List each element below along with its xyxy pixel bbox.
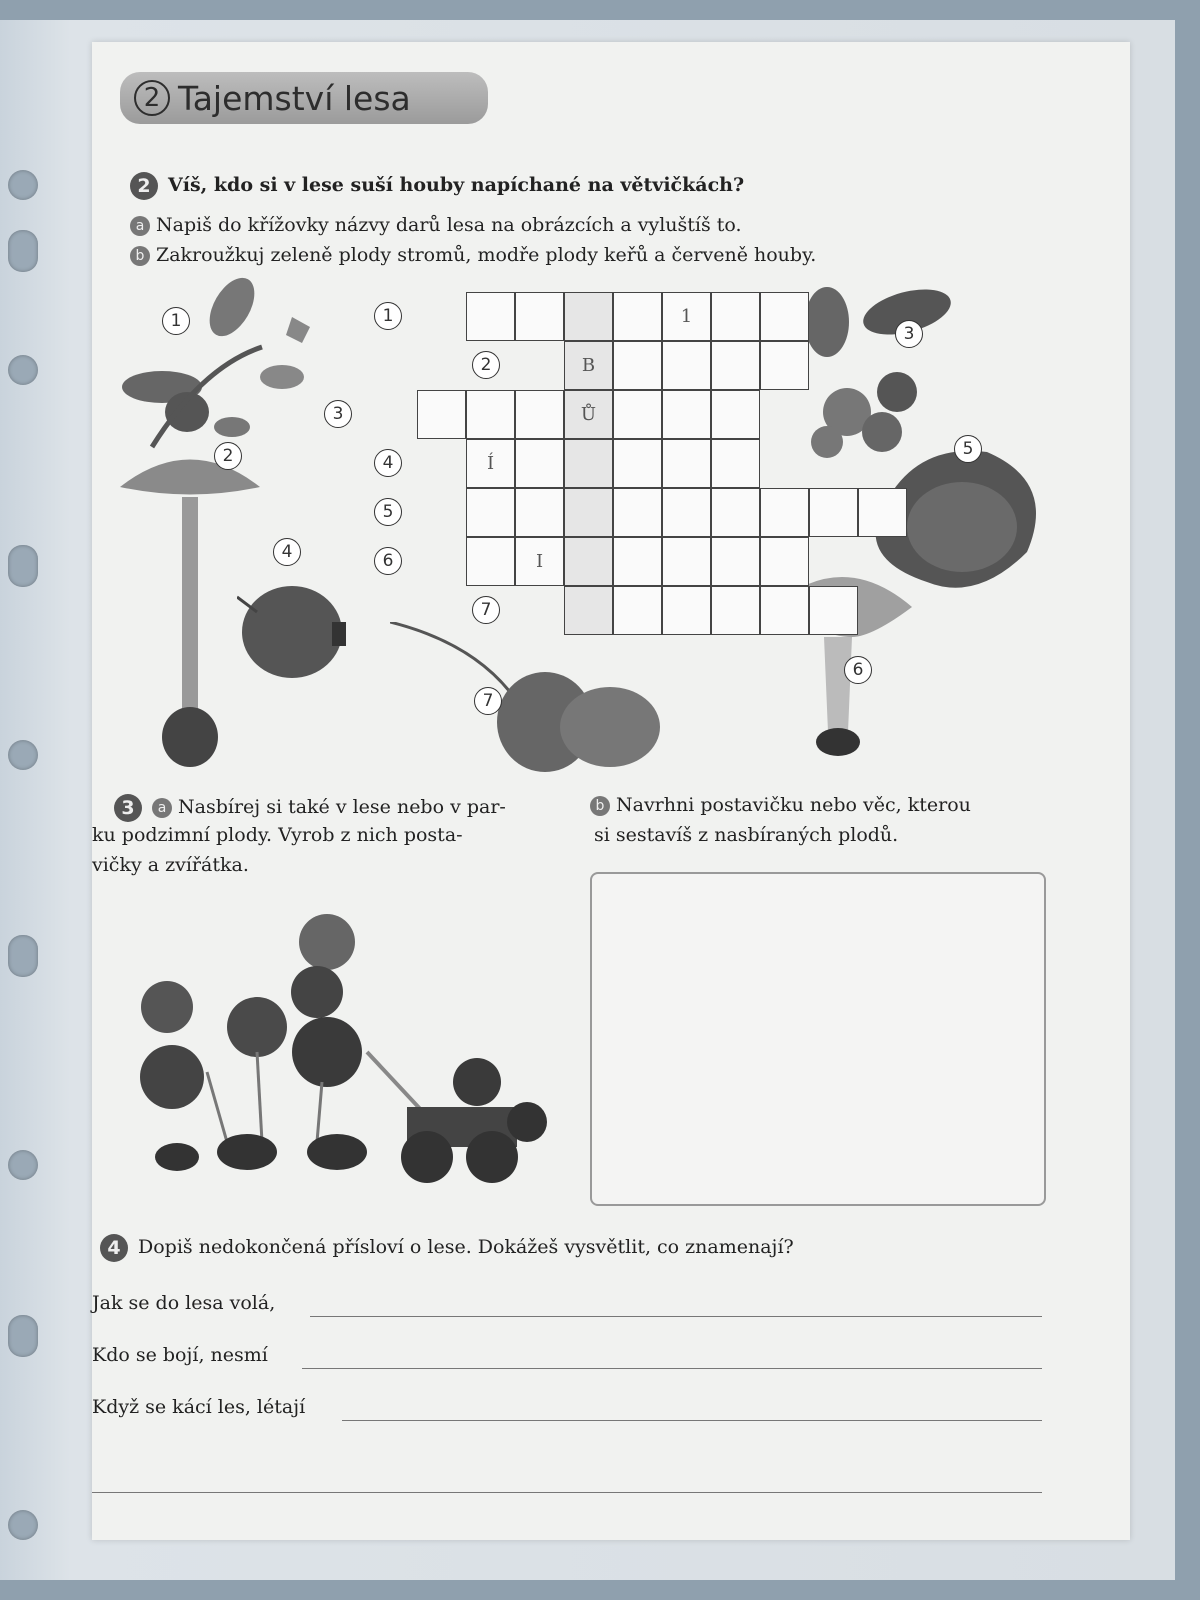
punch-hole [8,355,38,385]
blueberry-icon [787,282,957,462]
crossword-cell[interactable] [515,439,564,488]
punch-hole [8,1510,38,1540]
picture-number-4: 4 [273,538,301,566]
crossword-cell[interactable]: I [515,537,564,586]
chestnut-figures-icon [127,902,547,1192]
punch-hole [8,1315,38,1357]
crossword-cell[interactable] [613,390,662,439]
proverb-2: Kdo se bojí, nesmí [92,1344,268,1366]
proverb-answer-line[interactable] [310,1316,1042,1317]
crossword-cell[interactable] [515,292,564,341]
crossword-row-number: 2 [472,351,500,379]
task3-a-line: vičky a zvířátka. [92,854,249,876]
task3-a-line: ku podzimní plody. Vyrob z nich posta- [92,824,463,846]
worksheet-page [92,42,1130,1540]
crossword-cell[interactable] [564,537,613,586]
crossword-cell[interactable] [760,292,809,341]
task3-b [590,794,971,816]
task4-instruction [100,1234,794,1262]
hazelnut-branch-icon [112,267,342,467]
crossword-cell[interactable] [711,586,760,635]
task2-b [130,244,816,266]
picture-number-1: 1 [162,307,190,335]
crossword-cell[interactable] [711,341,760,390]
crossword-cell[interactable] [662,537,711,586]
drawing-box[interactable] [590,872,1046,1206]
crossword-cell[interactable] [662,586,711,635]
picture-number-3: 3 [895,320,923,348]
task2-b-text: Zakroužkuj zeleně plody stromů, modře plody keřů a červeně houby. [156,244,817,266]
task3-b-line: si sestavíš z nasbíraných plodů. [594,824,899,846]
crossword-cell[interactable] [466,292,515,341]
crossword-cell[interactable] [711,390,760,439]
proverb-answer-line[interactable] [302,1368,1042,1369]
task2-question-text: Víš, kdo si v lese suší houby napíchané na větvičkách? [168,174,745,196]
crossword-cell[interactable] [417,390,466,439]
task2-a [130,214,742,236]
crossword-row-number: 5 [374,498,402,526]
punch-hole [8,1150,38,1180]
crossword-cell[interactable]: B [564,341,613,390]
crossword-cell[interactable] [711,488,760,537]
crossword-cell[interactable] [564,488,613,537]
crossword-row-number: 3 [324,400,352,428]
crossword-cell[interactable] [760,488,809,537]
crossword-cell[interactable] [809,488,858,537]
punch-hole [8,230,38,272]
crossword-cell[interactable]: Ů [564,390,613,439]
crossword-cell[interactable] [613,341,662,390]
crossword-cell[interactable] [466,390,515,439]
task4-instruction-text: Dopiš nedokončená přísloví o lese. Dokážeš vysvětlit, co znamenají? [138,1236,794,1258]
crossword-cell[interactable] [760,341,809,390]
crossword-cell[interactable] [662,439,711,488]
crossword-cell[interactable] [564,439,613,488]
crossword-row-number: 4 [374,449,402,477]
crossword-cell[interactable] [613,488,662,537]
task2-question [130,172,744,200]
subtask-badge: b [590,796,610,816]
punch-hole [8,170,38,200]
crossword-cell[interactable] [760,586,809,635]
section-number: 2 [134,80,170,116]
crossword-cell[interactable] [466,488,515,537]
task2-a-text: Napiš do křížovky názvy darů lesa na obrázcích a vyluštíš to. [156,214,742,236]
crossword-cell[interactable] [613,439,662,488]
proverb-1: Jak se do lesa volá, [92,1292,276,1314]
proverb-3: Když se kácí les, létají [92,1396,306,1418]
picture-number-7: 7 [474,687,502,715]
subtask-badge: a [130,216,150,236]
crossword-cell[interactable] [662,341,711,390]
picture-number-2: 2 [214,442,242,470]
task-number-badge: 2 [130,172,158,200]
crossword-cell[interactable] [711,292,760,341]
punch-hole [8,740,38,770]
crossword-cell[interactable] [564,586,613,635]
crossword-row-number: 7 [472,596,500,624]
answer-line[interactable] [92,1492,1042,1493]
proverb-answer-line[interactable] [342,1420,1042,1421]
task-number-badge: 3 [114,794,142,822]
task3-a-line: Nasbírej si také v lese nebo v par- [178,796,506,818]
section-title [120,72,488,124]
crossword-cell[interactable] [613,586,662,635]
crossword-row-number: 6 [374,547,402,575]
crossword-cell[interactable] [613,537,662,586]
crossword-row-number: 1 [374,302,402,330]
crossword-cell[interactable] [809,586,858,635]
acorn-icon [390,622,680,782]
task3-b-line: Navrhni postavičku nebo věc, kterou [616,794,971,816]
rosehip-icon [237,577,357,687]
crossword-cell[interactable] [711,439,760,488]
crossword-cell[interactable] [564,292,613,341]
punch-hole [8,545,38,587]
picture-number-6: 6 [844,656,872,684]
crossword-cell[interactable] [515,390,564,439]
crossword-cell[interactable] [858,488,907,537]
subtask-badge: a [152,798,172,818]
crossword-cell[interactable] [515,488,564,537]
punch-hole [8,935,38,977]
task-number-badge: 4 [100,1234,128,1262]
subtask-badge: b [130,246,150,266]
crossword-cell[interactable] [662,390,711,439]
task3-a [114,794,506,822]
crossword-cell[interactable] [711,537,760,586]
section-title-text: Tajemství lesa [178,78,411,118]
picture-number-5: 5 [954,435,982,463]
crossword-cell[interactable] [466,537,515,586]
crossword-cell[interactable] [613,292,662,341]
crossword-cell[interactable] [760,537,809,586]
crossword-cell[interactable]: 1 [662,292,711,341]
crossword-cell[interactable]: Í [466,439,515,488]
crossword-cell[interactable] [662,488,711,537]
